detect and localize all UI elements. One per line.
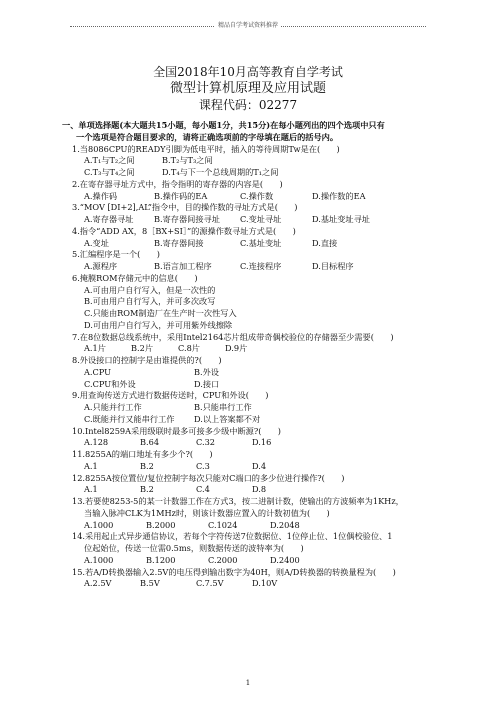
option: A.1000 — [84, 554, 114, 565]
question-11: 11.8255A的端口地址有多少个?( ) — [72, 449, 213, 459]
option: C.变址寻址 — [240, 214, 282, 224]
question-14-continued: 位起始位，传送一位需0.5ms，则数据传送的波特率为( ) — [84, 543, 304, 553]
option: A.变址 — [84, 237, 109, 248]
question-8-options-row2 — [62, 379, 444, 391]
question-4-options — [62, 238, 444, 250]
option: C.2000 — [208, 554, 238, 565]
question-8: 8.外设接口的控制字是由谁提供的?( ) — [72, 355, 222, 365]
option: B.只能串行工作 — [194, 402, 252, 412]
question-5-options — [62, 261, 444, 273]
option: B.2片 — [131, 343, 154, 354]
question-12: 12.8255A按位置位/复位控制字每次只能对C端口的多少位进行操作?( ) — [72, 472, 345, 483]
option: B.可由用户自行写入，并可多次改写 — [84, 296, 216, 307]
option: D.4 — [252, 460, 267, 471]
option: C.4 — [196, 484, 210, 495]
question-1: 1.当8086CPU的READY引脚为低电平时，插入的等待周期Tw是在( ) — [72, 143, 340, 154]
exam-session-title: 全国2018年10月高等教育自学考试 — [153, 65, 343, 79]
option: A.寄存器寻址 — [84, 214, 134, 224]
option: B.64 — [140, 437, 160, 448]
option: A.1片 — [84, 343, 106, 354]
question-14-options — [62, 555, 444, 567]
question-7: 7.在8位数据总线系统中，采用Intel2164芯片组成带奇偶校验位的存储器至少需要( ) — [72, 331, 394, 342]
option: D.操作数的EA — [312, 190, 366, 201]
option: C.操作数 — [240, 190, 274, 201]
option: A.1 — [84, 484, 98, 495]
question-6: 6.掩膜ROM存储元中的信息( ) — [72, 272, 198, 283]
option: A.128 — [84, 437, 109, 448]
question-4: 4.指令“ADD AX，8［BX+SI］”的源操作数寻址方式是( ) — [72, 225, 296, 236]
option: D.8 — [252, 484, 267, 495]
question-5: 5.汇编程序是一个( ) — [72, 249, 160, 260]
question-8-options-row1 — [62, 367, 444, 379]
option: B.寄存器间接寻址 — [154, 214, 220, 224]
option: D.基址变址寻址 — [312, 214, 370, 224]
option: D.直接 — [312, 237, 338, 248]
option: D.T₄与下一个总线周期的T₁之间 — [162, 167, 279, 177]
question-14: 14.采用起止式异步通信协议，若每个字符传送7位数据位、1位停止位、1位偶校验位、1 — [72, 531, 393, 542]
option: C.连接程序 — [240, 261, 282, 271]
option: C.7.5V — [196, 578, 224, 589]
option: D.2048 — [270, 519, 300, 530]
question-11-options — [62, 461, 444, 473]
title-block — [0, 64, 496, 113]
question-12-options — [62, 484, 444, 496]
option: B.寄存器间接 — [154, 237, 204, 248]
question-15: 15.若A/D转换器输入2.5V的电压得到输出数字为40H，则A/D转换器的转换量程为( ) — [72, 566, 396, 577]
option: A.CPU — [84, 366, 112, 377]
option: A.1000 — [84, 519, 114, 530]
option: C.CPU和外设 — [84, 378, 136, 389]
question-15-options — [62, 578, 444, 590]
question-10: 10.Intel8259A采用级联时最多可接多少级中断源?( ) — [72, 425, 281, 436]
option: A.源程序 — [84, 261, 118, 271]
option: D.接口 — [194, 378, 220, 389]
option: B.5V — [140, 578, 160, 589]
option: A.只能并行工作 — [84, 402, 142, 412]
option: B.2000 — [146, 519, 176, 530]
option: D.可由用户自行写入，并可用紫外线擦除 — [84, 319, 233, 330]
section-heading: 一、单项选择题(本大题共15小题，每小题1分，共15分)在每小题列出的四个选项中只有 — [62, 120, 385, 130]
option: B.2 — [140, 484, 154, 495]
question-body — [62, 120, 444, 590]
option: D.16 — [252, 437, 272, 448]
option: B.2 — [140, 460, 154, 471]
option: D.10V — [252, 578, 278, 589]
option: C.只能由ROM制造厂在生产时一次性写入 — [84, 308, 237, 318]
section-heading-cont: 一个选项是符合题目要求的，请将正确选项前的字母填在题后的括号内。 — [76, 131, 339, 142]
option: C.8片 — [178, 343, 200, 354]
option: C.既能并行又能串行工作 — [84, 413, 175, 424]
question-9: 9.用查询传送方式进行数据传送时，CPU和外设( ) — [72, 390, 269, 401]
option: C.32 — [196, 437, 215, 448]
question-1-options-row2 — [62, 167, 444, 179]
option: B.1200 — [146, 554, 176, 565]
option: D.以上答案都不对 — [194, 413, 261, 424]
question-7-options — [62, 343, 444, 355]
option: D.2400 — [270, 554, 300, 565]
question-13-options — [62, 520, 444, 532]
option: B.操作码的EA — [154, 190, 208, 201]
question-9-options-row2 — [62, 414, 444, 426]
page-number: 1 — [245, 679, 251, 687]
header-banner — [0, 20, 496, 29]
option: C.3 — [196, 460, 210, 471]
option: C.1024 — [208, 519, 238, 530]
option: C.基址变址 — [240, 237, 282, 248]
subject-title: 微型计算机原理及应用试题 — [169, 81, 326, 96]
course-code: 课程代码：02277 — [198, 98, 298, 112]
option: A.1 — [84, 460, 98, 471]
question-9-options-row1 — [62, 402, 444, 414]
question-3: 3.“MOV [DI+2],AL”指令中，目的操作数的寻址方式是( ) — [72, 202, 298, 213]
question-2-options — [62, 191, 444, 203]
question-1-options-row1 — [62, 155, 444, 167]
option: B.外设 — [194, 366, 219, 377]
option: A.T₁与T₂之间 — [84, 155, 135, 166]
option: B.语言加工程序 — [154, 261, 212, 271]
option: A.操作码 — [84, 190, 118, 201]
option: A.2.5V — [84, 578, 112, 589]
header-text: 精品自学考试资料推荐 — [215, 22, 281, 29]
option: D.目标程序 — [312, 261, 354, 271]
question-13: 13.若要使8253-5的某一计数器工作在方式3，按二进制计数，使输出的方波频率为1KHz， — [72, 496, 404, 506]
question-10-options — [62, 437, 444, 449]
option: B.T₂与T₃之间 — [162, 155, 213, 166]
question-13-continued: 当输入脉冲CLK为1MHz时，则该计数器应置入的计数初值为( ) — [84, 507, 330, 518]
option: C.T₃与T₄之间 — [84, 167, 135, 177]
question-3-options — [62, 214, 444, 226]
option: D.9片 — [225, 343, 248, 354]
option: A.可由用户自行写入，但是一次性的 — [84, 284, 216, 295]
question-2: 2.在寄存器寻址方式中，指令指明的寄存器的内容是( ) — [72, 178, 283, 189]
